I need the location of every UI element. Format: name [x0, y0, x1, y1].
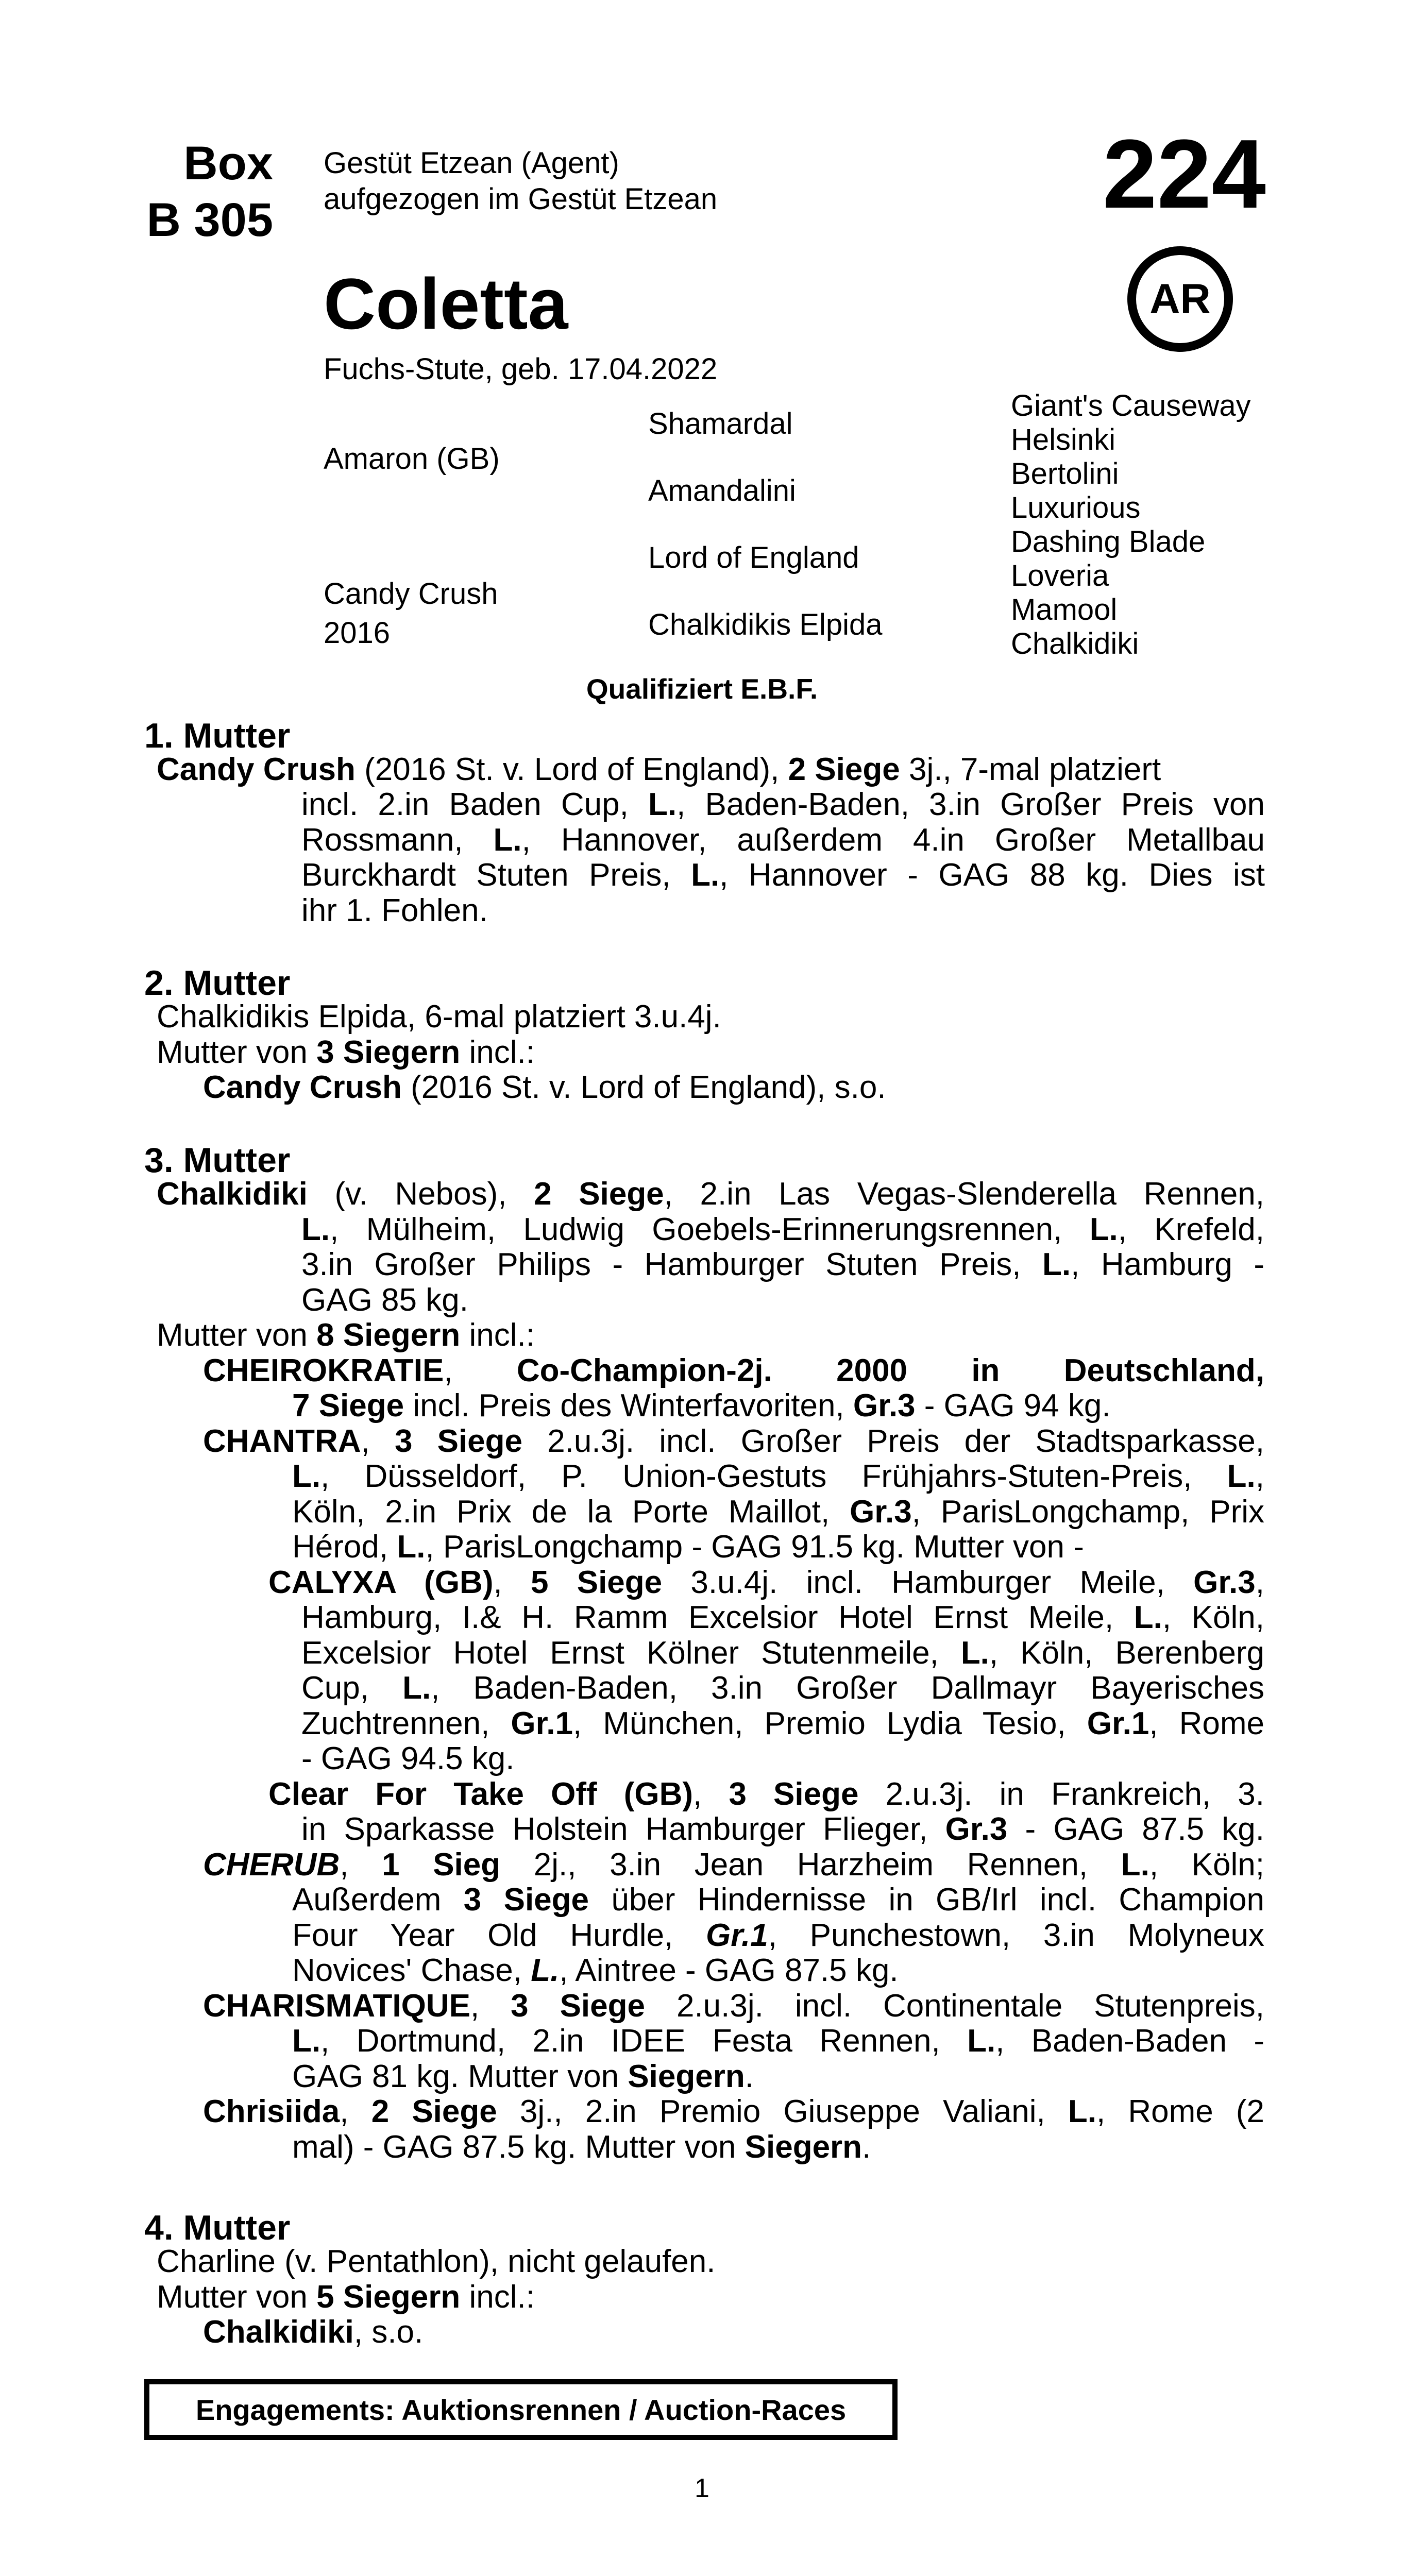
text: , Köln,	[1162, 1600, 1264, 1635]
pedigree-dam-sire: Lord of England	[648, 541, 859, 574]
text: , Baden-Baden, 3.in Großer Dallmayr Bayerisches	[431, 1670, 1264, 1706]
text: incl.:	[460, 2279, 535, 2315]
text: 2j., 3.in Jean Harzheim Rennen,	[500, 1846, 1121, 1883]
text: Mutter von	[157, 2279, 317, 2315]
text: , Köln;	[1149, 1846, 1264, 1883]
pedigree-dam-dam: Chalkidikis Elpida	[648, 608, 883, 641]
horse-name-bold: Chalkidiki	[157, 1176, 308, 1212]
text: 2.u.3j. incl. Großer Preis der Stadtsparkasse,	[522, 1423, 1264, 1459]
pedigree-sire: Amaron (GB)	[324, 442, 500, 476]
text: , Hannover - GAG 88 kg. Dies ist	[719, 857, 1265, 893]
detail-line	[157, 1883, 1264, 1918]
text: Rossmann,	[301, 822, 494, 858]
wins: 1 Sieg	[382, 1846, 501, 1883]
listed-mark: L.	[301, 1211, 330, 1247]
first-dam-line	[157, 752, 1264, 788]
detail-line: - GAG 94.5 kg.	[301, 1741, 515, 1776]
pedigree-g3-item: Chalkidiki	[1011, 627, 1139, 660]
progeny-chantra	[157, 1424, 1264, 1460]
text: ,	[340, 1846, 382, 1883]
detail-line	[157, 1530, 1264, 1565]
raised-by: aufgezogen im Gestüt Etzean	[324, 182, 718, 216]
box-label	[129, 135, 273, 248]
horse-name-bold: CHANTRA	[203, 1423, 361, 1459]
listed-mark: L.	[1042, 1247, 1071, 1282]
detail-line: ihr 1. Fohlen.	[301, 892, 488, 928]
pedigree-g3-item: Mamool	[1011, 593, 1118, 626]
text: über Hindernisse in GB/Irl incl. Champion	[589, 1882, 1265, 1918]
wins: 3 Siege	[394, 1423, 523, 1459]
pedigree-dam-year: 2016	[324, 616, 391, 650]
detail-line	[157, 1212, 1264, 1248]
detail-line	[157, 1035, 1264, 1071]
listed-mark: L.	[292, 2023, 321, 2059]
text: Burckhardt Stuten Preis,	[301, 857, 691, 893]
text: , s.o.	[353, 2314, 424, 2350]
text: Hérod,	[292, 1529, 397, 1565]
listed-mark: L.	[1089, 1211, 1118, 1247]
text: 3j., 7-mal platziert	[900, 752, 1161, 787]
detail-line	[157, 1177, 1264, 1212]
wins: 2 Siege	[534, 1176, 664, 1212]
text: Excelsior Hotel Ernst Kölner Stutenmeile,	[301, 1635, 961, 1671]
text: Four Year Old Hurdle,	[292, 1917, 706, 1953]
winners-word: Siegern	[745, 2129, 862, 2165]
text: , Mülheim, Ludwig Goebels-Erinnerungsrennen,	[330, 1211, 1090, 1247]
listed-mark: L.	[960, 1635, 989, 1671]
text: .	[745, 2058, 754, 2094]
text: 2.u.3j. in Frankreich, 3.	[858, 1776, 1264, 1812]
text: , Rome	[1149, 1705, 1264, 1741]
text: , 2.in Las Vegas-Slenderella Rennen,	[664, 1176, 1264, 1212]
text: , Dortmund, 2.in IDEE Festa Rennen,	[320, 2023, 968, 2059]
text: - GAG 94 kg.	[915, 1388, 1111, 1423]
listed-mark: L.	[967, 2023, 996, 2059]
listed-mark: L.	[1121, 1846, 1149, 1883]
pedigree-sire-sire: Shamardal	[648, 407, 793, 440]
heading-third-dam: 3. Mutter	[144, 1141, 291, 1180]
listed-mark: L.	[531, 1953, 560, 1988]
listed-mark: L.	[1227, 1459, 1256, 1494]
text: incl. Preis des Winterfavoriten,	[404, 1388, 853, 1423]
text: , Köln, Berenberg	[989, 1635, 1264, 1671]
wins: 3 Siege	[511, 1988, 645, 2024]
text: ,	[493, 1564, 531, 1600]
winners-count: 8 Siegern	[316, 1317, 461, 1353]
ar-badge	[1127, 246, 1233, 352]
text: , Hamburg -	[1071, 1247, 1264, 1282]
detail-line	[157, 1247, 1264, 1283]
text: Zuchtrennen,	[301, 1705, 511, 1741]
text: ,	[1255, 1459, 1264, 1494]
text: ,	[470, 1988, 511, 2024]
detail-line	[301, 787, 1265, 823]
pedigree-g3-item: Dashing Blade	[1011, 525, 1206, 558]
wins: 2 Siege	[788, 752, 900, 787]
text: Außerdem	[292, 1882, 464, 1918]
text: ,	[693, 1776, 729, 1812]
ar-badge-label: AR	[1149, 275, 1211, 323]
text: , Düsseldorf, P. Union-Gestuts Frühjahrs-Stuten-Preis,	[320, 1459, 1227, 1494]
text: (2016 St. v. Lord of England), s.o.	[401, 1070, 886, 1105]
wins: 7 Siege	[292, 1388, 404, 1423]
progeny-calyxa	[157, 1565, 1264, 1601]
group-mark: Gr.3	[945, 1811, 1008, 1847]
text: ,	[444, 1352, 517, 1388]
pedigree-g3-item: Helsinki	[1011, 423, 1116, 456]
text: , München, Premio Lydia Tesio,	[573, 1705, 1087, 1741]
text: .	[862, 2129, 871, 2165]
detail-line	[157, 1706, 1264, 1742]
text: ,	[361, 1423, 395, 1459]
text: ,	[340, 2094, 371, 2129]
text: , Baden-Baden -	[995, 2023, 1265, 2059]
box-number: B 305	[146, 194, 273, 246]
progeny-cherub	[157, 1848, 1264, 1883]
text: Köln, 2.in Prix de la Porte Maillot,	[292, 1494, 850, 1530]
winners-count: 3 Siegern	[316, 1034, 461, 1070]
horse-name-bold: CHERUB	[203, 1846, 340, 1883]
detail-line	[157, 2059, 1264, 2095]
wins: 3 Siege	[463, 1882, 589, 1918]
detail-line	[157, 1495, 1264, 1530]
detail-line	[157, 1070, 1264, 1106]
text: 3.in Großer Philips - Hamburger Stuten Preis,	[301, 1247, 1042, 1282]
text: Mutter von	[157, 1034, 317, 1070]
text: 3j., 2.in Premio Giuseppe Valiani,	[497, 2094, 1068, 2129]
detail-line	[157, 1318, 1264, 1353]
group-mark: Gr.3	[853, 1388, 916, 1423]
detail-line	[157, 1388, 1264, 1424]
detail-line	[157, 1671, 1264, 1706]
horse-name-bold: Candy Crush	[157, 752, 356, 787]
qualification: Qualifiziert E.B.F.	[586, 673, 818, 705]
box-word: Box	[183, 137, 273, 190]
text: (2016 St. v. Lord of England),	[355, 752, 788, 787]
text: in Sparkasse Holstein Hamburger Flieger,	[301, 1811, 945, 1847]
birth-info: Fuchs-Stute, geb. 17.04.2022	[324, 352, 718, 386]
detail-line	[157, 2024, 1264, 2059]
group-mark: Gr.3	[850, 1494, 912, 1530]
pedigree-g3-item: Giant's Causeway	[1011, 389, 1251, 422]
detail-line	[157, 1812, 1264, 1848]
text: incl.:	[460, 1034, 535, 1070]
text: , Hannover, außerdem 4.in Großer Metallbau	[521, 822, 1265, 858]
pedigree-g3-item: Bertolini	[1011, 457, 1119, 490]
page-number: 1	[695, 2473, 709, 2503]
third-dam-block	[157, 1177, 1264, 2165]
horse-name-bold: CALYXA (GB)	[268, 1564, 494, 1600]
text: 3.u.4j. incl. Hamburger Meile,	[662, 1564, 1194, 1600]
first-dam-details	[301, 787, 1265, 928]
text: Mutter von	[157, 1317, 317, 1353]
text: mal) - GAG 87.5 kg. Mutter von	[292, 2129, 745, 2165]
wins: 3 Siege	[729, 1776, 859, 1812]
text: 2.u.3j. incl. Continentale Stutenpreis,	[645, 1988, 1264, 2024]
group-mark: Gr.1	[706, 1917, 768, 1953]
detail-line	[157, 2280, 1264, 2315]
text: , ParisLongchamp - GAG 91.5 kg. Mutter von -	[425, 1529, 1084, 1565]
heading-second-dam: 2. Mutter	[144, 963, 291, 1003]
heading-fourth-dam: 4. Mutter	[144, 2208, 291, 2247]
horse-name-bold: Candy Crush	[203, 1070, 402, 1105]
detail-line	[157, 1918, 1264, 1954]
text: , Punchestown, 3.in Molyneux	[768, 1917, 1264, 1953]
heading-first-dam: 1. Mutter	[144, 716, 291, 755]
detail-line	[157, 1600, 1264, 1636]
lot-number: 224	[1102, 120, 1266, 229]
horse-name-bold: Chalkidiki	[203, 2314, 354, 2350]
text: ,	[1255, 1564, 1264, 1600]
horse-name: Coletta	[324, 263, 568, 344]
detail-line	[157, 1953, 1264, 1989]
text: (v. Nebos),	[307, 1176, 534, 1212]
progeny-clear-for-take-off	[157, 1777, 1264, 1812]
text: , Aintree - GAG 87.5 kg.	[559, 1953, 899, 1988]
progeny-cheirokratie	[157, 1353, 1264, 1389]
text: Cup,	[301, 1670, 403, 1706]
horse-name-bold: Clear For Take Off (GB)	[268, 1776, 693, 1812]
wins: 5 Siege	[530, 1564, 663, 1600]
text: - GAG 87.5 kg.	[1007, 1811, 1264, 1847]
engagements-text: Engagements: Auktionsrennen / Auction-Races	[195, 2393, 847, 2426]
engagements-box	[144, 2379, 898, 2440]
detail-line: Charline (v. Pentathlon), nicht gelaufen.	[157, 2244, 716, 2279]
winners-word: Siegern	[628, 2058, 745, 2094]
text: Hamburg, I.& H. Ramm Excelsior Hotel Ernst Meile,	[301, 1600, 1134, 1635]
listed-mark: L.	[1068, 2094, 1096, 2129]
group-mark: Gr.1	[511, 1705, 573, 1741]
detail-line: GAG 85 kg.	[301, 1282, 468, 1318]
progeny-chrisiida	[157, 2094, 1264, 2130]
text: , Baden-Baden, 3.in Großer Preis von	[676, 787, 1265, 822]
text: incl. 2.in Baden Cup,	[301, 787, 649, 822]
listed-mark: L.	[397, 1529, 426, 1565]
detail-line	[157, 1459, 1264, 1495]
listed-mark: L.	[1134, 1600, 1162, 1635]
listed-mark: L.	[648, 787, 677, 822]
group-mark: Gr.1	[1087, 1705, 1149, 1741]
pedigree-g3-item: Loveria	[1011, 559, 1109, 592]
listed-mark: L.	[292, 1459, 321, 1494]
listed-mark: L.	[493, 822, 522, 858]
listed-mark: L.	[402, 1670, 431, 1706]
detail-line	[301, 823, 1265, 858]
detail-line	[301, 858, 1265, 893]
horse-name-bold: Chrisiida	[203, 2094, 340, 2129]
pedigree-sire-dam: Amandalini	[648, 474, 796, 507]
listed-mark: L.	[691, 857, 720, 893]
horse-name-bold: CHEIROKRATIE	[203, 1352, 444, 1388]
detail-line	[157, 2315, 1264, 2350]
fourth-dam-block	[157, 2244, 1264, 2350]
text: , ParisLongchamp, Prix	[911, 1494, 1264, 1530]
detail-line: Chalkidikis Elpida, 6-mal platziert 3.u.4j.	[157, 999, 721, 1035]
detail-line	[157, 2130, 1264, 2165]
text: GAG 81 kg. Mutter von	[292, 2058, 628, 2094]
agent-name: Gestüt Etzean (Agent)	[324, 146, 619, 180]
pedigree-dam: Candy Crush	[324, 577, 498, 611]
progeny-charismatique	[157, 1989, 1264, 2024]
consignor	[324, 145, 717, 217]
championship: Co-Champion-2j. 2000 in Deutschland,	[516, 1352, 1264, 1388]
text: , Rome (2	[1096, 2094, 1265, 2129]
detail-line	[157, 1636, 1264, 1671]
group-mark: Gr.3	[1193, 1564, 1256, 1600]
text: , Krefeld,	[1118, 1211, 1264, 1247]
pedigree-g3-item: Luxurious	[1011, 491, 1141, 524]
horse-name-bold: CHARISMATIQUE	[203, 1988, 470, 2024]
wins: 2 Siege	[371, 2094, 497, 2129]
pedigree-third-generation	[1011, 389, 1251, 661]
text: Novices' Chase,	[292, 1953, 531, 1988]
second-dam-block	[157, 999, 1264, 1106]
winners-count: 5 Siegern	[316, 2279, 461, 2315]
text: incl.:	[460, 1317, 535, 1353]
